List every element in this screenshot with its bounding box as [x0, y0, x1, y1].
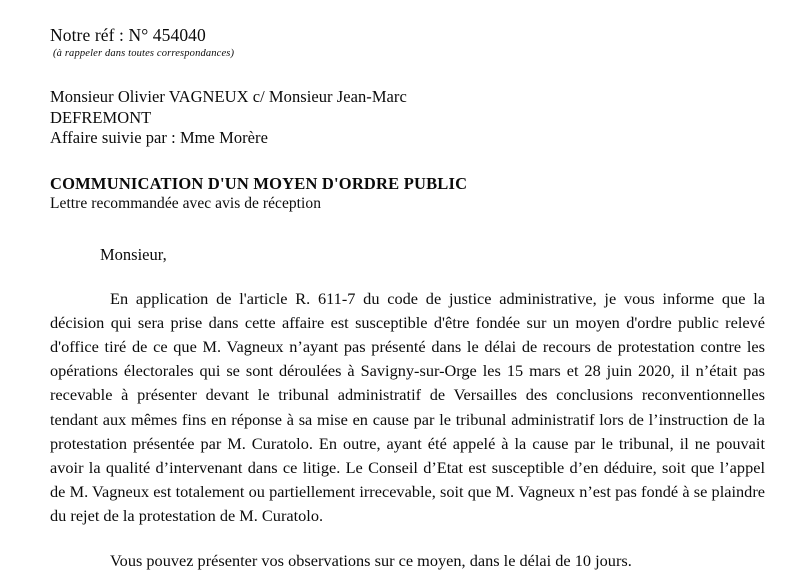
reference-number: Notre réf : N° 454040 — [50, 25, 206, 45]
subject-block — [50, 173, 765, 214]
reference-note: (à rappeler dans toutes correspondances) — [53, 48, 235, 59]
parties-line-1: Monsieur Olivier VAGNEUX c/ Monsieur Jean-Marc — [50, 87, 407, 106]
subject-subtitle: Lettre recommandée avec avis de réception — [50, 194, 321, 212]
subject-title: COMMUNICATION D'UN MOYEN D'ORDRE PUBLIC — [50, 173, 468, 193]
salutation: Monsieur, — [100, 244, 167, 264]
case-handler: Affaire suivie par : Mme Morère — [50, 128, 268, 147]
parties-line-2: DEFREMONT — [50, 107, 152, 127]
parties-block — [50, 87, 765, 149]
body-paragraph-1: En application de l'article R. 611-7 du code de justice administrative, je vous informe que la décision qui sera prise dans cette affaire est susceptible d'être fondée sur un moyen d'ordre public relevé d'office tiré de ce que M. Vagneux n’ayant pas présenté dans le délai de recours de protestation contre les opérations électorales qui se sont déroulées à Savigny-sur-Orge les 15 mars et 28 juin 2020, il n’était pas recevable à présenter devant le tribunal administratif de Versailles des conclusions reconventionnelles tendant aux mêmes fins en réponse à sa mise en cause par le tribunal administratif lors de l’instruction de la protestation présentée par M. Curatolo. En outre, ayant été appelé à la cause par le tribunal, il ne pouvait avoir la qualité d’intervenant dans ce litige. Le Conseil d’Etat est susceptible d’en déduire, soit que l’appel de M. Vagneux est totalement ou partiellement irrecevable, soit que M. Vagneux n’est pas fondé à se plaindre du rejet de la protestation de M. Curatolo. — [50, 288, 765, 526]
body-paragraph-2: Vous pouvez présenter vos observations sur ce moyen, dans le délai de 10 jours. — [110, 550, 632, 570]
letter-content — [50, 24, 765, 573]
reference-block — [50, 24, 765, 61]
